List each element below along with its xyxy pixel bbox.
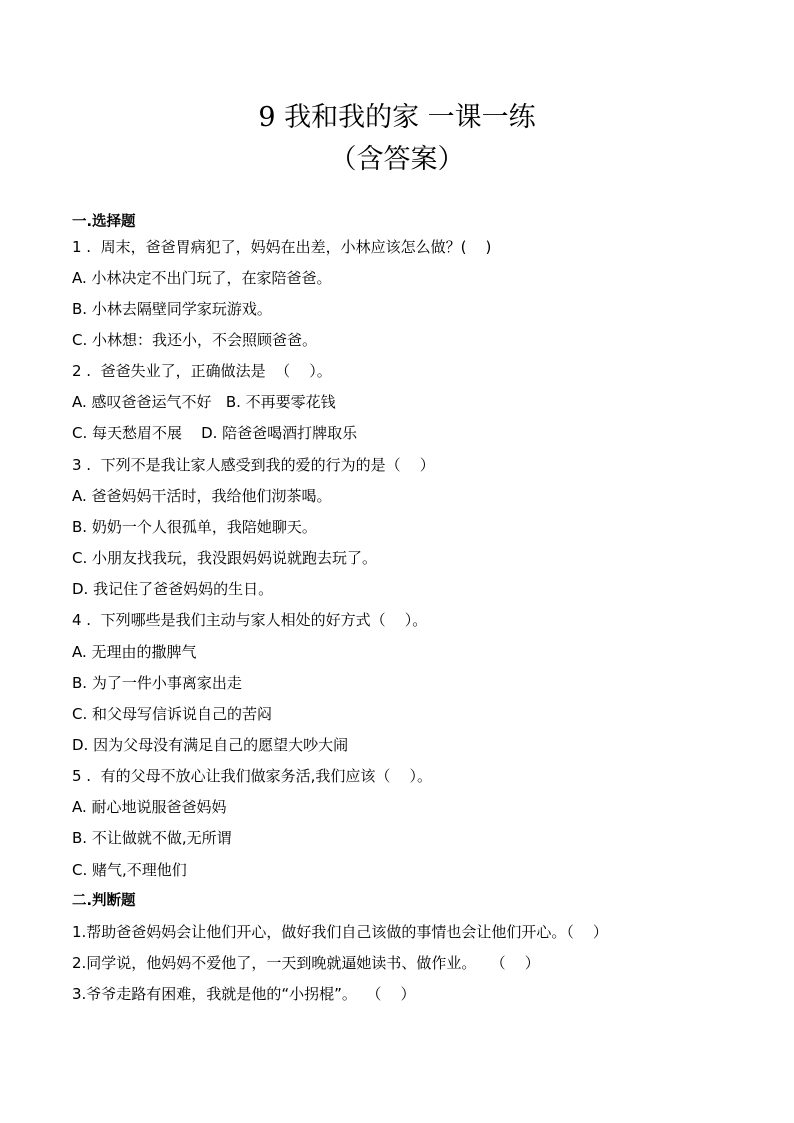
question-3: 3 . 下列不是我让家人感受到我的爱的行为的是（ ） <box>72 456 435 474</box>
question-3-option-b: B. 奶奶一个人很孤单，我陪她聊天。 <box>72 518 317 536</box>
question-1-option-a: A. 小林决定不出门玩了，在家陪爸爸。 <box>72 269 332 287</box>
question-4-option-a: A. 无理由的撒脾气 <box>72 643 197 661</box>
question-2-options-cd: C. 每天愁眉不展 D. 陪爸爸喝酒打牌取乐 <box>72 424 358 442</box>
question-4-option-d: D. 因为父母没有满足自己的愿望大吵大闹 <box>72 736 349 754</box>
judgment-1: 1.帮助爸爸妈妈会让他们开心，做好我们自己该做的事情也会让他们开心。（ ） <box>72 923 608 941</box>
page-title: 9 我和我的家 一课一练 <box>258 102 536 133</box>
question-5: 5 . 有的父母不放心让我们做家务活,我们应该（ ）。 <box>72 767 432 785</box>
question-3-option-c: C. 小朋友找我玩，我没跟妈妈说就跑去玩了。 <box>72 549 378 567</box>
page-subtitle: （含答案） <box>329 144 465 175</box>
question-1: 1 . 周末，爸爸胃病犯了，妈妈在出差，小林应该怎么做？( ) <box>72 238 492 256</box>
judgment-3: 3.爷爷走路有困难，我就是他的“小拐棍”。 （ ） <box>72 985 416 1003</box>
question-2: 2 . 爸爸失业了，正确做法是 （ ）。 <box>72 362 332 380</box>
section-heading-multiple-choice: 一.选择题 <box>72 214 136 230</box>
question-3-option-a: A. 爸爸妈妈干活时，我给他们沏茶喝。 <box>72 487 332 505</box>
question-4-option-c: C. 和父母写信诉说自己的苦闷 <box>72 705 273 723</box>
question-2-options-ab: A. 感叹爸爸运气不好 B. 不再要零花钱 <box>72 393 336 411</box>
question-3-option-d: D. 我记住了爸爸妈妈的生日。 <box>72 580 274 598</box>
question-4: 4 . 下列哪些是我们主动与家人相处的好方式（ ）。 <box>72 611 428 629</box>
question-4-option-b: B. 为了一件小事离家出走 <box>72 674 242 692</box>
question-1-option-c: C. 小林想：我还小，不会照顾爸爸。 <box>72 331 318 349</box>
question-5-option-c: C. 赌气,不理他们 <box>72 861 187 879</box>
question-5-option-a: A. 耐心地说服爸爸妈妈 <box>72 798 227 816</box>
section-heading-true-false: 二.判断题 <box>72 893 136 909</box>
question-5-option-b: B. 不让做就不做,无所谓 <box>72 829 232 847</box>
question-1-option-b: B. 小林去隔壁同学家玩游戏。 <box>72 300 272 318</box>
judgment-2: 2.同学说，他妈妈不爱他了，一天到晚就逼她读书、做作业。 （ ） <box>72 954 540 972</box>
